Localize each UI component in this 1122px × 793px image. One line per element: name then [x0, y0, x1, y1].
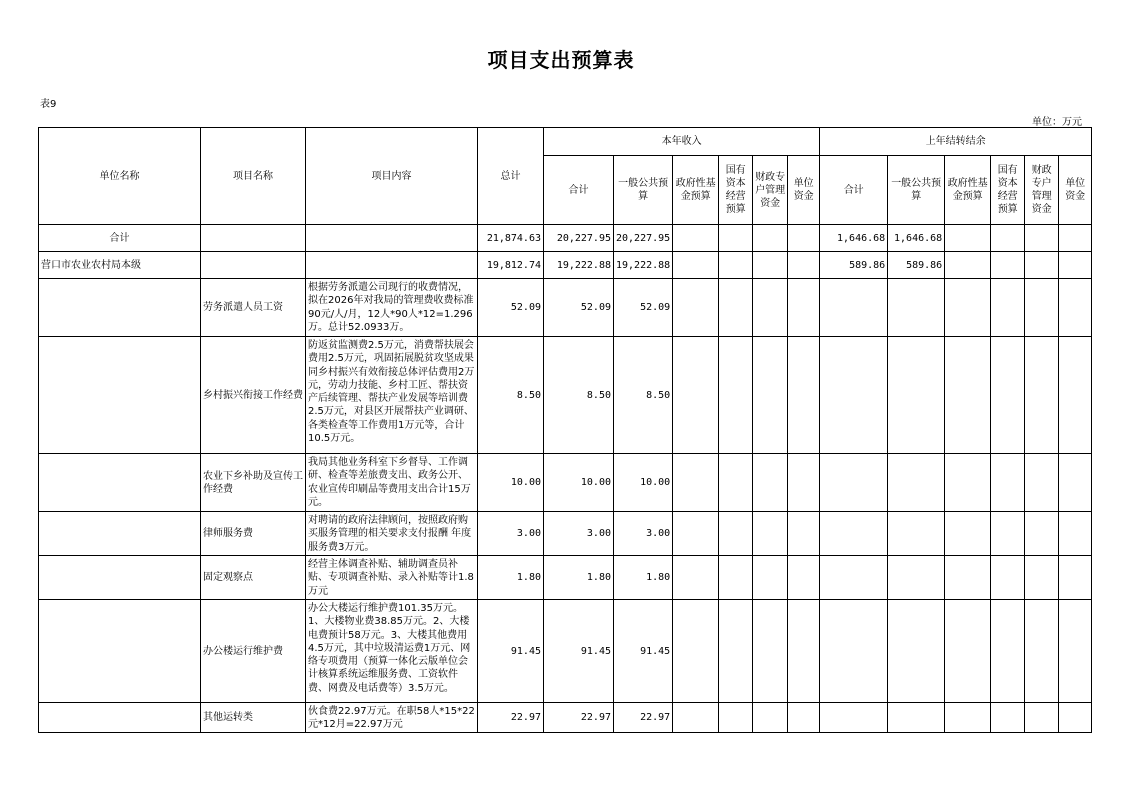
header-carry-fiscal-special: 财政专户管理资金	[1025, 156, 1059, 225]
unit-label: 单位：万元	[1032, 117, 1082, 128]
project-cur-total: 10.00	[544, 454, 614, 512]
project-name: 办公楼运行维护费	[201, 600, 306, 703]
project-cur-total: 52.09	[544, 279, 614, 337]
header-cur-fiscal-special: 财政专户管理资金	[753, 156, 788, 225]
project-name: 固定观察点	[201, 556, 306, 600]
project-content: 伙食费22.97万元。在职58人*15*22元*12月=22.97万元	[306, 703, 478, 733]
project-name: 律师服务费	[201, 512, 306, 556]
header-current-income: 本年收入	[544, 128, 820, 156]
project-cur-general: 1.80	[614, 556, 673, 600]
project-total: 52.09	[478, 279, 544, 337]
bureau-label: 营口市农业农村局本级	[39, 252, 201, 279]
project-name: 乡村振兴衔接工作经费	[201, 337, 306, 454]
project-content: 防返贫监测费2.5万元，消费帮扶展会费用2.5万元，巩固拓展脱贫攻坚成果同乡村振兴有效衔接总体评估费用2万元，劳动力技能、乡村工匠、帮扶资产后续管理、帮扶产业发展等培训费2.5万元，对县区开展帮扶产业调研、各类检查等工作费用1万元等，合计10.5万元。	[306, 337, 478, 454]
project-total: 22.97	[478, 703, 544, 733]
table-row	[39, 454, 1092, 512]
summary-carry-total: 1,646.68	[820, 225, 888, 252]
summary-carry-general: 1,646.68	[888, 225, 945, 252]
project-cur-total: 3.00	[544, 512, 614, 556]
header-cur-gov-fund: 政府性基金预算	[673, 156, 719, 225]
bureau-carry-total: 589.86	[820, 252, 888, 279]
header-carry-gov-fund: 政府性基金预算	[945, 156, 991, 225]
project-cur-general: 52.09	[614, 279, 673, 337]
table-row	[39, 703, 1092, 733]
bureau-carry-general: 589.86	[888, 252, 945, 279]
project-total: 91.45	[478, 600, 544, 703]
project-cur-general: 3.00	[614, 512, 673, 556]
header-project-content: 项目内容	[306, 128, 478, 225]
header-row-1	[39, 128, 1092, 156]
project-cur-total: 8.50	[544, 337, 614, 454]
table-row	[39, 556, 1092, 600]
project-name: 其他运转类	[201, 703, 306, 733]
header-cur-unit-fund: 单位资金	[788, 156, 820, 225]
project-cur-total: 22.97	[544, 703, 614, 733]
summary-label: 合计	[39, 225, 201, 252]
project-cur-general: 91.45	[614, 600, 673, 703]
budget-table	[38, 127, 1092, 733]
summary-cur-total: 20,227.95	[544, 225, 614, 252]
summary-total: 21,874.63	[478, 225, 544, 252]
project-content: 办公大楼运行维护费101.35万元。1、大楼物业费38.85万元。2、大楼电费预计58万元。3、大楼其他费用4.5万元，其中垃圾清运费1万元、网络专项费用（预算一体化云版单位会计核算系统运维服务费、工资软件费、网费及电话费等）3.5万元。	[306, 600, 478, 703]
project-content: 对聘请的政府法律顾问，按照政府购买服务管理的相关要求支付报酬 年度服务费3万元。	[306, 512, 478, 556]
project-content: 经营主体调查补贴、辅助调查员补贴、专项调查补贴、录入补贴等计1.8万元	[306, 556, 478, 600]
page-title: 项目支出预算表	[487, 48, 635, 72]
summary-row	[39, 225, 1092, 252]
header-carry-general: 一般公共预算	[888, 156, 945, 225]
project-name: 劳务派遣人员工资	[201, 279, 306, 337]
table-row	[39, 279, 1092, 337]
project-content: 根据劳务派遣公司现行的收费情况，拟在2026年对我局的管理费收费标准90元/人/月，12人*90人*12=1.296万。总计52.0933万。	[306, 279, 478, 337]
project-total: 3.00	[478, 512, 544, 556]
table-row	[39, 512, 1092, 556]
project-total: 8.50	[478, 337, 544, 454]
header-total: 总计	[478, 128, 544, 225]
header-carry-state-capital: 国有资本经营预算	[991, 156, 1025, 225]
header-cur-state-capital: 国有资本经营预算	[719, 156, 753, 225]
header-cur-subtotal: 合计	[544, 156, 614, 225]
header-project-name: 项目名称	[201, 128, 306, 225]
bureau-cur-general: 19,222.88	[614, 252, 673, 279]
project-cur-total: 91.45	[544, 600, 614, 703]
table-row	[39, 337, 1092, 454]
header-carry-unit-fund: 单位资金	[1059, 156, 1092, 225]
header-carry-subtotal: 合计	[820, 156, 888, 225]
project-total: 1.80	[478, 556, 544, 600]
project-cur-general: 10.00	[614, 454, 673, 512]
bureau-row	[39, 252, 1092, 279]
table-row	[39, 600, 1092, 703]
project-cur-general: 22.97	[614, 703, 673, 733]
header-unit-name: 单位名称	[39, 128, 201, 225]
bureau-total: 19,812.74	[478, 252, 544, 279]
project-cur-total: 1.80	[544, 556, 614, 600]
summary-cur-general: 20,227.95	[614, 225, 673, 252]
project-name: 农业下乡补助及宣传工作经费	[201, 454, 306, 512]
project-cur-general: 8.50	[614, 337, 673, 454]
header-carryover: 上年结转结余	[820, 128, 1092, 156]
table-number: 表9	[40, 99, 57, 110]
project-content: 我局其他业务科室下乡督导、工作调研、检查等差旅费支出、政务公开、农业宣传印刷品等费用支出合计15万元。	[306, 454, 478, 512]
header-cur-general: 一般公共预算	[614, 156, 673, 225]
project-total: 10.00	[478, 454, 544, 512]
bureau-cur-total: 19,222.88	[544, 252, 614, 279]
